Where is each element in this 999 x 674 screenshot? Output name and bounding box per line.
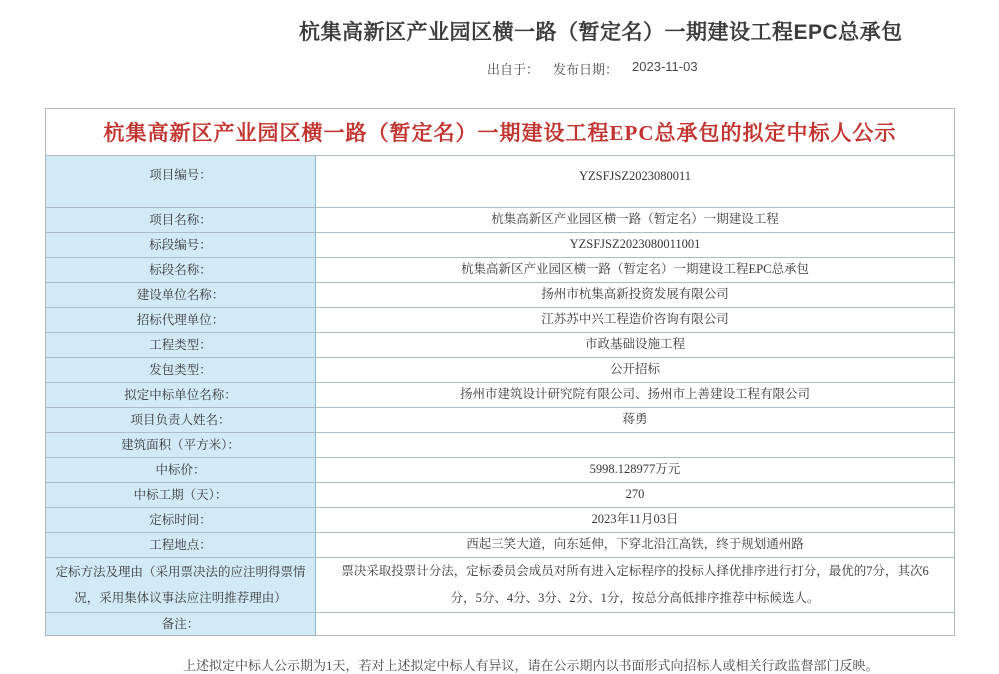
table-row: [46, 457, 954, 482]
row-label: 工程类型：: [46, 333, 316, 357]
row-value: 2023年11月03日: [316, 508, 954, 532]
row-value: 270: [316, 483, 954, 507]
publish-date-value: 2023-11-03: [632, 59, 698, 74]
row-label: 项目负责人姓名：: [46, 408, 316, 432]
table-row: [46, 357, 954, 382]
row-label: 项目编号：: [46, 156, 316, 207]
row-value: 公开招标: [316, 358, 954, 382]
row-label: 定标方法及理由（采用票决法的应注明得票情况，采用集体议事法应注明推荐理由）: [46, 558, 316, 612]
page-title: 杭集高新区产业园区横一路（暂定名）一期建设工程EPC总承包: [299, 21, 903, 44]
row-label: 工程地点：: [46, 533, 316, 557]
row-label: 发包类型：: [46, 358, 316, 382]
row-value: 扬州市建筑设计研究院有限公司、扬州市上善建设工程有限公司: [316, 383, 954, 407]
row-value: 市政基础设施工程: [316, 333, 954, 357]
row-label: 备注：: [46, 613, 316, 635]
table-row: [46, 407, 954, 432]
row-value: [316, 433, 954, 457]
row-value: 5998.128977万元: [316, 458, 954, 482]
row-value: [316, 613, 954, 635]
row-value: 江苏苏中兴工程造价咨询有限公司: [316, 308, 954, 332]
table-row: [46, 532, 954, 557]
cutoff-text: 上述拟定中标人公示期为1天，若对上述拟定中标人有异议，请在公示期内以书面形式向招标人或相关行政监督部门反映。: [183, 658, 879, 673]
announcement-table: [45, 108, 955, 636]
table-row: [46, 507, 954, 532]
row-value: 扬州市杭集高新投资发展有限公司: [316, 283, 954, 307]
table-row: [46, 612, 954, 635]
table-row: [46, 382, 954, 407]
row-value: 票决采取投票计分法，定标委员会成员对所有进入定标程序的投标人择优排序进行打分，最优的7分，其次6分，5分、4分、3分、2分、1分，按总分高低排序推荐中标候选人。: [316, 558, 954, 612]
row-label: 标段编号：: [46, 233, 316, 257]
row-value: 杭集高新区产业园区横一路（暂定名）一期建设工程: [316, 208, 954, 232]
table-row: [46, 432, 954, 457]
row-label: 建设单位名称：: [46, 283, 316, 307]
announcement-header: 杭集高新区产业园区横一路（暂定名）一期建设工程EPC总承包的拟定中标人公示: [46, 109, 954, 155]
row-value: 西起三笑大道，向东延伸，下穿北沿江高铁，终于规划通州路: [316, 533, 954, 557]
table-row: [46, 232, 954, 257]
row-label: 建筑面积（平方米）：: [46, 433, 316, 457]
table-row: [46, 482, 954, 507]
row-label: 中标工期（天）：: [46, 483, 316, 507]
table-row: [46, 282, 954, 307]
row-label: 标段名称：: [46, 258, 316, 282]
publish-meta: [487, 59, 698, 78]
table-row: [46, 207, 954, 232]
table-row: [46, 307, 954, 332]
row-label: 定标时间：: [46, 508, 316, 532]
row-label: 拟定中标单位名称：: [46, 383, 316, 407]
row-value: YZSFJSZ2023080011: [316, 156, 954, 207]
source-label: 出自于：: [487, 62, 540, 77]
publish-date-label: 发布日期：: [553, 62, 619, 77]
table-row: [46, 332, 954, 357]
row-label: 项目名称：: [46, 208, 316, 232]
row-value: YZSFJSZ2023080011001: [316, 233, 954, 257]
table-row: [46, 557, 954, 612]
table-row: [46, 155, 954, 207]
row-label: 招标代理单位：: [46, 308, 316, 332]
row-label: 中标价：: [46, 458, 316, 482]
row-value: 蒋勇: [316, 408, 954, 432]
table-row: [46, 257, 954, 282]
row-value: 杭集高新区产业园区横一路（暂定名）一期建设工程EPC总承包: [316, 258, 954, 282]
